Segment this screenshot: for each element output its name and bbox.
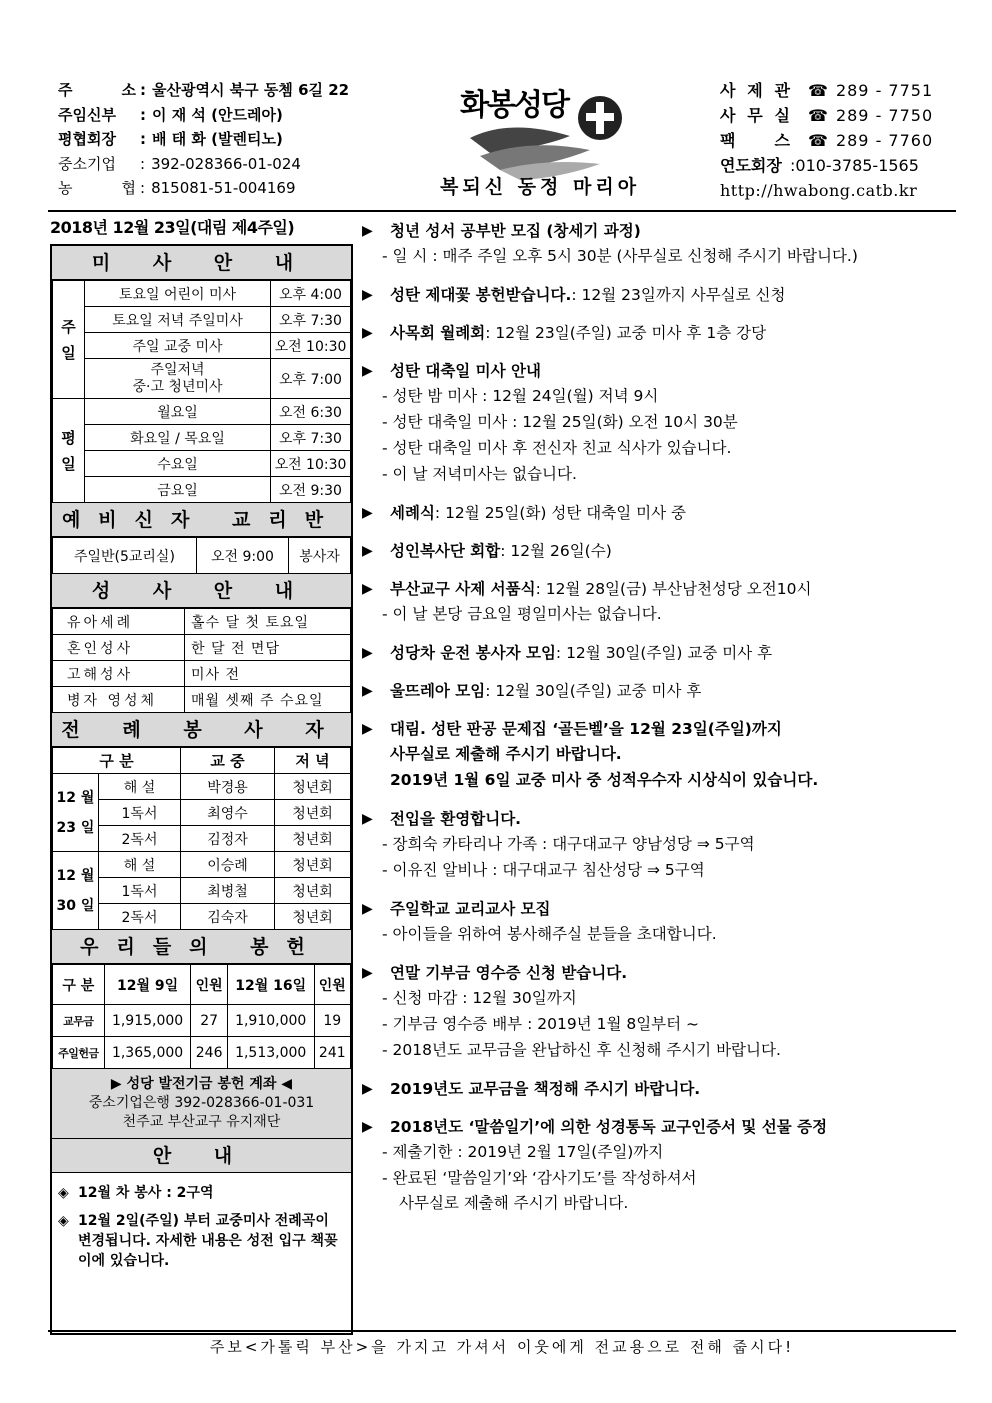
announcement <box>362 321 962 345</box>
parish-info-value: 815081-51-004169 <box>151 179 296 197</box>
offering-header: 인원 <box>314 965 350 1005</box>
parish-name: 화봉성당 <box>460 88 568 123</box>
liturgy-cell: 1독서 <box>99 800 181 826</box>
contact-key: 사 제 관 <box>720 81 790 100</box>
triangle-right-icon: ▶ <box>362 683 373 699</box>
announcement-heading: 전입을 환영합니다. <box>390 810 522 828</box>
liturgy-cell: 청년회 <box>275 878 351 904</box>
parish-info-key: 평협회장 <box>58 130 116 148</box>
parish-info-row <box>58 152 349 177</box>
offering-header: 인원 <box>191 965 227 1005</box>
sacrament-name: 고해성사 <box>53 661 185 687</box>
liturgy-date: 12 월 23 일 <box>53 774 99 852</box>
announcement-sub: - 제출기한 : 2019년 2월 17일(주일)까지 <box>382 1143 664 1161</box>
announcement-heading: 2018년도 ‘말씀일기’에 의한 성경통독 교구인증서 및 선물 증정 <box>390 1118 828 1136</box>
diamond-bullet-icon: ◈ <box>58 1185 69 1201</box>
parish-info-row <box>58 78 349 103</box>
announcement-sub: - 기부금 영수증 배부 : 2019년 1월 8일부터 ~ <box>382 1015 700 1033</box>
announcement-sub: - 성탄 밤 미사 : 12월 24일(월) 저녁 9시 <box>382 387 659 405</box>
triangle-right-icon: ▶ <box>362 543 373 559</box>
contact-row <box>720 128 933 153</box>
sacrament-name: 유아세례 <box>53 609 185 635</box>
offering-row <box>53 1005 351 1037</box>
contact-number: 010-3785-1565 <box>795 156 919 175</box>
liturgy-header: 저 녁 <box>275 748 351 774</box>
triangle-right-icon: ▶ <box>362 287 373 303</box>
announcement <box>362 641 962 665</box>
separator: : <box>140 81 146 99</box>
announcement-title <box>362 679 962 703</box>
notice-box <box>52 1173 351 1333</box>
triangle-right-icon: ▶ <box>362 901 373 917</box>
mass-schedule-title: 미 사 안 내 <box>52 246 351 280</box>
liturgy-cell: 박경용 <box>181 774 275 800</box>
mass-group-label: 주 일 <box>53 281 85 399</box>
mass-row <box>53 333 351 359</box>
contact-number: 289 - 7751 <box>835 81 934 100</box>
announcement-title <box>362 577 962 601</box>
announcement-sub: - 신청 마감 : 12월 30일까지 <box>382 989 577 1007</box>
announcement-detail: : 12월 25일(화) 성탄 대축일 미사 중 <box>434 504 686 522</box>
triangle-right-icon: ▶ <box>362 1081 373 1097</box>
liturgy-title: 전 례 봉 사 자 <box>52 713 351 747</box>
announcement-title <box>362 717 962 741</box>
announcement-sub: - 이유진 알비나 : 대구대교구 침산성당 ⇒ 5구역 <box>382 861 705 879</box>
announcement-title <box>362 219 962 243</box>
mass-name: 토요일 어린이 미사 <box>85 281 271 307</box>
liturgy-row <box>53 852 351 878</box>
announcement-title <box>362 961 962 985</box>
announcement-sub: - 이 날 본당 금요일 평일미사는 없습니다. <box>382 605 662 623</box>
catechumen-title: 예비신자 교리반 <box>52 503 351 537</box>
announcement-detail: : 12월 30일(주일) 교중 미사 후 <box>555 644 773 662</box>
triangle-right-icon: ▶ <box>362 645 373 661</box>
offering-cell: 주일헌금 <box>53 1037 105 1069</box>
offering-cell: 1,910,000 <box>227 1005 314 1037</box>
offering-cell: 1,513,000 <box>227 1037 314 1069</box>
triangle-right-icon: ▶ <box>362 363 373 379</box>
mass-name: 월요일 <box>85 399 271 425</box>
mass-row <box>53 359 351 399</box>
liturgy-cell: 청년회 <box>275 826 351 852</box>
announcement-heading: 주일학교 교리교사 모집 <box>390 900 551 918</box>
mass-time: 오후 7:00 <box>271 359 351 399</box>
liturgy-cell: 청년회 <box>275 904 351 930</box>
triangle-right-icon: ▶ <box>362 1119 373 1135</box>
offering-cell: 27 <box>191 1005 227 1037</box>
triangle-right-icon: ▶ <box>362 721 373 737</box>
announcements <box>362 219 962 1229</box>
catechumen-cell: 봉사자 <box>289 538 351 574</box>
mass-row <box>53 477 351 503</box>
contact-key: 사 무 실 <box>720 106 790 125</box>
announcement-detail: : 12월 26일(수) <box>500 542 612 560</box>
announcement <box>362 501 962 525</box>
triangle-right-icon: ▶ <box>362 325 373 341</box>
mass-row <box>53 307 351 333</box>
announcement <box>362 807 962 883</box>
announcement <box>362 717 962 793</box>
phone-icon: ☎ <box>808 81 828 100</box>
notice-text: 12월 차 봉사 : 2구역 <box>78 1185 214 1201</box>
separator: : <box>140 130 146 148</box>
announcement-heading: 사목회 월례회 <box>390 324 486 342</box>
parish-info-value: 울산광역시 북구 동쳄 6길 22 <box>152 81 350 99</box>
announcement-title <box>362 641 962 665</box>
footer-message: 주보<가톨릭 부산>을 가지고 가셔서 이웃에게 전교용으로 전해 줍시다! <box>209 1338 795 1356</box>
phone-icon: ☎ <box>808 106 828 125</box>
mass-row <box>53 425 351 451</box>
bulletin-date: 2018년 12월 23일(대림 제4주일) <box>50 218 295 237</box>
announcement-sub: - 성탄 대축일 미사 후 전신자 친교 식사가 있습니다. <box>382 439 732 457</box>
announcement-sub: - 아이들을 위하여 봉사해주실 분들을 초대합니다. <box>382 925 717 943</box>
header <box>0 78 992 208</box>
announcement <box>362 1077 962 1101</box>
liturgy-cell: 김정자 <box>181 826 275 852</box>
announcement-sub: - 이 날 저녁미사는 없습니다. <box>382 465 577 483</box>
announcement <box>362 283 962 307</box>
announcement-title <box>362 501 962 525</box>
announcement-detail: : 12월 23일(주일) 교중 미사 후 1층 강당 <box>485 324 767 342</box>
announcement-heading: 대림. 성탄 판공 문제집 ‘골든벨’을 12월 23일(주일)까지 <box>390 720 782 738</box>
triangle-right-icon: ▶ <box>362 223 373 239</box>
sacrament-row <box>53 635 351 661</box>
contact-key: 연도회장 <box>720 156 782 175</box>
parish-info-value: 이 재 석 (안드레아) <box>152 105 283 124</box>
liturgy-cell: 2독서 <box>99 826 181 852</box>
mass-time: 오후 7:30 <box>271 307 351 333</box>
announcement-sub: - 완료된 ‘말씀일기’와 ‘감사기도’를 작성하셔서 <box>382 1169 697 1187</box>
separator: : <box>790 156 796 175</box>
contact-row <box>720 103 933 128</box>
parish-info-key: 농 협 <box>58 179 136 197</box>
announcement-title <box>362 897 962 921</box>
liturgy-header-row <box>53 748 351 774</box>
catechumen-cell: 오전 9:00 <box>196 538 288 574</box>
fund-title: ▶ 성당 발전기금 봉헌 계좌 ◀ <box>110 1076 293 1092</box>
announcement-heading: 성탄 제대꽃 봉헌받습니다. <box>390 286 572 304</box>
sacrament-name: 혼인성사 <box>53 635 185 661</box>
liturgy-cell: 청년회 <box>275 774 351 800</box>
announcement <box>362 961 962 1063</box>
parish-info-key: 주임신부 <box>58 105 116 124</box>
offering-header: 구 분 <box>53 965 105 1005</box>
announcement <box>362 219 962 269</box>
sacrament-row <box>53 661 351 687</box>
mass-time: 오전 6:30 <box>271 399 351 425</box>
catechumen-row <box>53 538 351 574</box>
parish-info-value: 배 태 화 (발렌티노) <box>152 130 283 148</box>
announcement-title <box>362 807 962 831</box>
separator: : <box>140 105 146 124</box>
divider <box>48 1330 956 1332</box>
liturgy-header: 구 분 <box>53 748 181 774</box>
website-url: http://hwabong.catb.kr <box>720 181 918 200</box>
triangle-right-icon: ▶ <box>362 811 373 827</box>
offering-cell: 241 <box>314 1037 350 1069</box>
diamond-bullet-icon: ◈ <box>58 1213 69 1229</box>
announcement-detail: : 12월 28일(금) 부산남천성당 오전10시 <box>535 580 812 598</box>
fund-account <box>52 1069 351 1139</box>
sacrament-detail: 미사 전 <box>185 661 351 687</box>
parish-patron: 복되신 동정 마리아 <box>440 176 641 198</box>
sacrament-row <box>53 687 351 713</box>
liturgy-header: 교 중 <box>181 748 275 774</box>
liturgy-cell: 청년회 <box>275 800 351 826</box>
liturgy-cell: 이승례 <box>181 852 275 878</box>
separator: : <box>140 179 146 197</box>
notice-title: 안 내 <box>52 1139 351 1173</box>
mass-time: 오전 9:30 <box>271 477 351 503</box>
offering-header: 12월 9일 <box>104 965 191 1005</box>
offering-cell: 교무금 <box>53 1005 105 1037</box>
announcement-title <box>362 321 962 345</box>
announcement-title <box>362 1077 962 1101</box>
announcement-detail: : 12월 30일(주일) 교중 미사 후 <box>485 682 702 700</box>
contact-info <box>720 78 933 203</box>
announcement <box>362 539 962 563</box>
announcement-title <box>362 1115 962 1139</box>
left-column <box>50 244 353 1335</box>
offering-header: 12월 16일 <box>227 965 314 1005</box>
contact-key: 팩 스 <box>720 131 790 150</box>
catechumen-cell: 주일반(5교리실) <box>53 538 197 574</box>
mass-time: 오후 7:30 <box>271 425 351 451</box>
announcement-detail: : 12월 23일까지 사무실로 신청 <box>571 286 786 304</box>
liturgy-cell: 최영수 <box>181 800 275 826</box>
announcement-sub: - 2018년도 교무금을 완납하신 후 신청해 주시기 바랍니다. <box>382 1041 781 1059</box>
mass-time: 오후 4:00 <box>271 281 351 307</box>
announcement-sub: - 장희숙 카타리나 가족 : 대구대교구 양남성당 ⇒ 5구역 <box>382 835 755 853</box>
liturgy-cell: 최병철 <box>181 878 275 904</box>
notice-text: 12월 2일(주일) 부터 교중미사 전례곡이 변경됩니다. 자세한 내용은 성전 입구 책꽂이에 있습니다. <box>78 1213 338 1269</box>
contact-row <box>720 78 933 103</box>
announcement-heading: 부산교구 사제 서품식 <box>390 580 536 598</box>
announcement-continuation: 사무실로 제출해 주시기 바랍니다. <box>390 745 622 763</box>
notice-item <box>58 1211 345 1271</box>
announcement-title <box>362 359 962 383</box>
mass-name: 토요일 저녁 주일미사 <box>85 307 271 333</box>
parish-info-row <box>58 103 349 128</box>
announcement-sub-continuation: 사무실로 제출해 주시기 바랍니다. <box>399 1194 629 1212</box>
announcement-sub: - 일 시 : 매주 주일 오후 5시 30분 (사무실로 신청해 주시기 바랍니다.) <box>382 247 858 265</box>
triangle-right-icon: ▶ <box>362 965 373 981</box>
triangle-right-icon: ▶ <box>362 505 373 521</box>
mass-name: 화요일 / 목요일 <box>85 425 271 451</box>
liturgy-table <box>52 747 351 930</box>
liturgy-cell: 1독서 <box>99 878 181 904</box>
mass-name: 주일 교중 미사 <box>85 333 271 359</box>
contact-number: 289 - 7760 <box>835 131 934 150</box>
separator: : <box>140 154 146 173</box>
announcement-heading: 성탄 대축일 미사 안내 <box>390 362 541 380</box>
notice-item <box>58 1183 345 1203</box>
announcement <box>362 679 962 703</box>
sacrament-detail: 홀수 달 첫 토요일 <box>185 609 351 635</box>
liturgy-cell: 해 설 <box>99 852 181 878</box>
announcement-continuation: 2019년 1월 6일 교중 미사 중 성적우수자 시상식이 있습니다. <box>390 771 819 789</box>
announcement-heading: 성당차 운전 봉사자 모임 <box>390 644 556 662</box>
announcement-heading: 청년 성서 공부반 모집 (창세기 과정) <box>390 222 641 240</box>
offering-cell: 246 <box>191 1037 227 1069</box>
announcement <box>362 1115 962 1215</box>
liturgy-date: 12 월 30 일 <box>53 852 99 930</box>
offering-table <box>52 964 351 1069</box>
parish-info-row <box>58 176 349 201</box>
parish-info-key: 주 소 <box>58 81 136 99</box>
catechumen-table <box>52 537 351 574</box>
announcement-title <box>362 539 962 563</box>
parish-info-value: 392-028366-01-024 <box>151 154 301 173</box>
triangle-right-icon: ▶ <box>362 581 373 597</box>
sacrament-title: 성 사 안 내 <box>52 574 351 608</box>
announcement-heading: 성인복사단 회합 <box>390 542 501 560</box>
parish-info <box>58 78 349 201</box>
announcement-heading: 세례식 <box>390 504 435 522</box>
contact-row <box>720 153 933 178</box>
mass-row <box>53 281 351 307</box>
announcement <box>362 897 962 947</box>
mass-row <box>53 399 351 425</box>
announcement <box>362 577 962 627</box>
mass-time: 오전 10:30 <box>271 451 351 477</box>
offering-cell: 1,365,000 <box>104 1037 191 1069</box>
announcement-heading: 연말 기부금 영수증 신청 받습니다. <box>390 964 628 982</box>
mass-name: 수요일 <box>85 451 271 477</box>
fund-line-2: 천주교 부산교구 유지재단 <box>122 1114 281 1130</box>
offering-cell: 1,915,000 <box>104 1005 191 1037</box>
sacrament-name: 병자 영성체 <box>53 687 185 713</box>
liturgy-cell: 청년회 <box>275 852 351 878</box>
offering-title: 우리들의 봉헌 <box>52 930 351 964</box>
contact-number: 289 - 7750 <box>835 106 934 125</box>
liturgy-row <box>53 774 351 800</box>
liturgy-cell: 2독서 <box>99 904 181 930</box>
announcement-heading: 울뜨레아 모임 <box>390 682 486 700</box>
mass-name: 금요일 <box>85 477 271 503</box>
sacrament-row <box>53 609 351 635</box>
announcement-heading: 2019년도 교무금을 책정해 주시기 바랍니다. <box>390 1080 701 1098</box>
announcement-sub: - 성탄 대축일 미사 : 12월 25일(화) 오전 10시 30분 <box>382 413 738 431</box>
divider <box>48 210 956 212</box>
parish-info-key: 중소기업 <box>58 154 116 173</box>
liturgy-cell: 해 설 <box>99 774 181 800</box>
parish-info-row <box>58 127 349 152</box>
mass-name: 주일저녁 중·고 청년미사 <box>85 359 271 399</box>
mass-row <box>53 451 351 477</box>
sacrament-detail: 한 달 전 면담 <box>185 635 351 661</box>
offering-header-row <box>53 965 351 1005</box>
announcement-title <box>362 283 962 307</box>
sacrament-table <box>52 608 351 713</box>
mass-schedule-table <box>52 280 351 503</box>
fund-line-1: 중소기업은행 392-028366-01-031 <box>88 1095 315 1111</box>
sacrament-detail: 매월 셋째 주 수요일 <box>185 687 351 713</box>
liturgy-cell: 김숙자 <box>181 904 275 930</box>
mass-time: 오전 10:30 <box>271 333 351 359</box>
phone-icon: ☎ <box>808 131 828 150</box>
announcement <box>362 359 962 487</box>
offering-row <box>53 1037 351 1069</box>
mass-group-label: 평 일 <box>53 399 85 503</box>
offering-cell: 19 <box>314 1005 350 1037</box>
